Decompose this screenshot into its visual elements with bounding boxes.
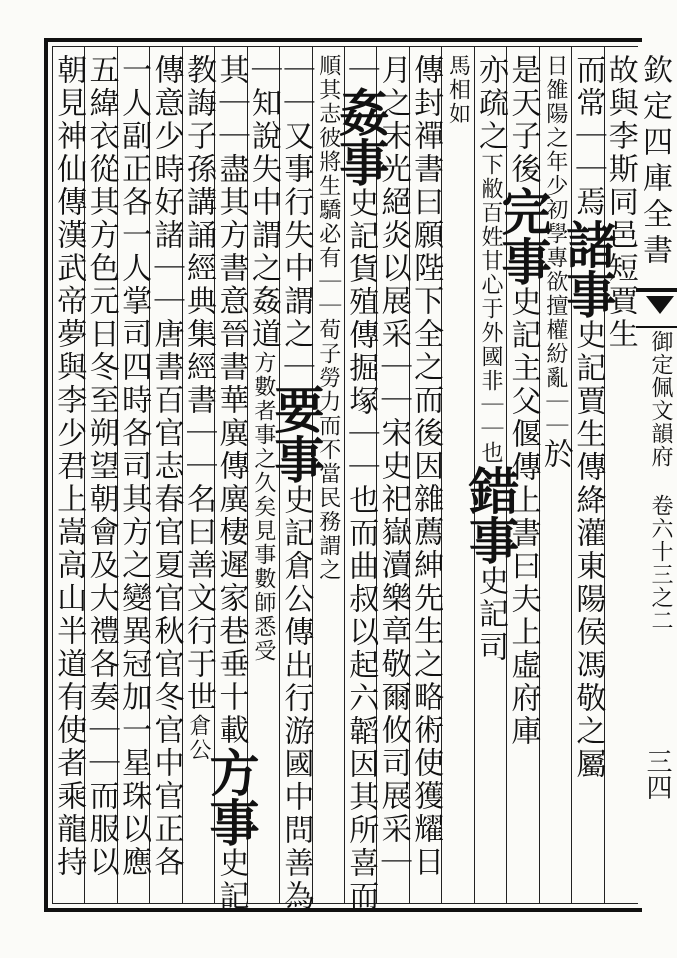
body-text: 史記貨殖傳掘塚｜｜也而曲叔以起六韜因其所喜而 [343, 187, 379, 913]
body-text: 短賈生 [602, 252, 638, 351]
body-text: 其｜｜盡其方書意晉書華廙傳廙棲遲家巷垂十載 [213, 54, 249, 747]
body-text: 史記賈生傳絳灌東陽侯馮敬之屬 [570, 319, 606, 781]
body-text: 是天子後 [505, 54, 541, 186]
body-text: 傳封禪書曰願陛下全之而後因雜薦紳先生之略術使獲耀日 [408, 54, 444, 879]
body-text: ｜｜又事行失中謂之｜ [278, 54, 314, 384]
headword: 完事 [493, 186, 553, 286]
headword: 要事 [266, 384, 326, 484]
annotation-text: 馬相如 [445, 54, 471, 126]
text-column [47, 54, 89, 900]
body-text: 傳意少時好諸｜｜唐書百官志春官夏官秋官冬官中官正各 [148, 54, 184, 879]
body-text: 月之末光絕炎以展采｜｜宋史祀嶽瀆樂章敬爾攸司展采｜ [375, 54, 411, 879]
annotation-text: 順其志彼將生驕必有｜｜荀子勞力而不當民務謂之 [315, 54, 341, 582]
headword: 錯事 [461, 465, 520, 565]
body-text: ｜知說失中謂之姦道 [245, 54, 281, 351]
body-text: 五緯衣從其方色元日冬至朔望朝會及大禮各奏｜｜而服以 [83, 54, 119, 879]
body-text: 史記倉公傳出行游國中問善為 [278, 484, 314, 913]
folio-number: 三四 [642, 748, 672, 800]
annotation-text: 日雒陽之年少初學專欲擅權紛亂｜｜ [542, 54, 568, 438]
book-title: 欽定四庫全書 [637, 54, 672, 270]
body-text: 朝見神仙傳漢武帝夢與李少君上嵩高山半道有使者乘龍持 [51, 54, 87, 879]
annotation-text: 倉公 [186, 714, 211, 762]
body-text: 亦疏之 [473, 54, 508, 153]
annotation-text: 方數者事之久矣見事數師悉受 [250, 351, 276, 663]
headword: 方事 [201, 747, 261, 847]
volume-label: 御定佩文韻府 卷六十三之二 [648, 330, 673, 632]
body-text: 故與李斯同邑 [602, 54, 638, 252]
body-text: 史記主父偃傳上書曰夫上虛府庫 [505, 286, 541, 748]
annotation-text: 下敝百姓甘心于外國非｜｜也 [478, 153, 503, 465]
body-text: 教誨子孫講誦經典集經書｜｜名曰善文行于世 [181, 54, 216, 714]
body-text: ｜ [343, 54, 379, 87]
body-text: 而常｜｜焉 [570, 54, 606, 219]
body-text: 史記 [213, 847, 249, 913]
body-text: 史記司 [473, 565, 508, 664]
body-text: 於 [537, 438, 573, 471]
body-text: 一人副正各一人掌司四時各司其方之變異冠加一星珠以應 [116, 54, 152, 879]
fishtail-mark [636, 288, 677, 328]
headword: 諸事 [558, 219, 618, 319]
headword: 姦事 [331, 87, 391, 187]
